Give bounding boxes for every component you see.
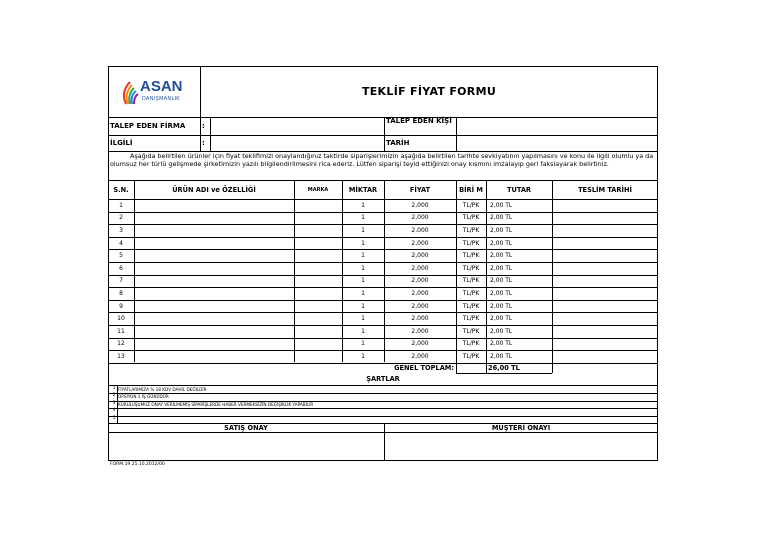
condition-text: OPSİYON 1 İŞ GÜNÜDÜR xyxy=(118,394,169,400)
condition-number: 1 xyxy=(112,386,116,391)
cell-urun[interactable] xyxy=(134,350,294,363)
cell-teslim[interactable] xyxy=(552,300,658,313)
cell-fiyat: 2,000 xyxy=(411,327,429,335)
col-header-urun: ÜRÜN ADI ve ÖZELLİĞİ xyxy=(172,185,256,194)
cell-fiyat: 2,000 xyxy=(411,239,429,247)
cell-miktar: 1 xyxy=(361,327,365,335)
cell-teslim[interactable] xyxy=(552,312,658,325)
cell-teslim[interactable] xyxy=(552,249,658,262)
cell-marka[interactable] xyxy=(294,199,342,212)
ilgili-field[interactable] xyxy=(211,136,383,150)
cell-fiyat: 2,000 xyxy=(411,226,429,234)
cell-miktar: 1 xyxy=(361,340,365,348)
cell-urun[interactable] xyxy=(134,237,294,250)
cell-urun[interactable] xyxy=(134,287,294,300)
condition-number: 2 xyxy=(112,393,116,399)
cell-marka[interactable] xyxy=(294,300,342,313)
cell-tutar: 2,00 TL xyxy=(490,264,513,272)
cell-urun[interactable] xyxy=(134,212,294,225)
cell-sn: 8 xyxy=(119,289,123,297)
cell-miktar: 1 xyxy=(361,315,365,323)
cell-sn: 7 xyxy=(119,277,123,285)
cell-fiyat: 2,000 xyxy=(411,289,429,297)
cell-tutar: 2,00 TL xyxy=(490,277,513,285)
cell-tutar: 2,00 TL xyxy=(490,327,513,335)
cell-urun[interactable] xyxy=(134,300,294,313)
colon-2: : xyxy=(202,139,205,147)
cell-miktar: 1 xyxy=(361,226,365,234)
cell-marka[interactable] xyxy=(294,262,342,275)
cell-miktar: 1 xyxy=(361,352,365,360)
cell-birim: TL/PK xyxy=(462,327,480,335)
cell-birim: TL/PK xyxy=(462,277,480,285)
col-header-tutar: TUTAR xyxy=(506,185,532,194)
cell-urun[interactable] xyxy=(134,199,294,212)
cell-teslim[interactable] xyxy=(552,325,658,338)
talep-eden-kisi-field[interactable] xyxy=(457,118,657,134)
cell-birim: TL/PK xyxy=(462,289,480,297)
cell-marka[interactable] xyxy=(294,350,342,363)
total-label: GENEL TOPLAM: xyxy=(394,364,454,372)
musteri-signature-box[interactable] xyxy=(385,433,657,460)
total-value: 26,00 TL xyxy=(488,364,520,372)
cell-urun[interactable] xyxy=(134,249,294,262)
page-title: TEKLİF FİYAT FORMU xyxy=(361,85,497,98)
cell-teslim[interactable] xyxy=(552,212,658,225)
cell-tutar: 2,00 TL xyxy=(490,226,513,234)
cell-teslim[interactable] xyxy=(552,338,658,351)
company-logo xyxy=(108,66,200,117)
cell-tutar: 2,00 TL xyxy=(490,252,513,260)
cell-marka[interactable] xyxy=(294,338,342,351)
condition-number: 4 xyxy=(112,408,116,414)
cell-birim: TL/PK xyxy=(462,302,480,310)
cell-sn: 5 xyxy=(119,252,123,260)
cell-sn: 3 xyxy=(119,226,123,234)
cell-urun[interactable] xyxy=(134,275,294,288)
col-header-teslim: TESLİM TARİHİ xyxy=(578,185,632,194)
cell-sn: 2 xyxy=(119,214,123,222)
cell-miktar: 1 xyxy=(361,302,365,310)
cell-birim: TL/PK xyxy=(462,340,480,348)
col-header-miktar: MİKTAR xyxy=(348,185,378,194)
cell-miktar: 1 xyxy=(361,214,365,222)
cell-urun[interactable] xyxy=(134,262,294,275)
cell-fiyat: 2,000 xyxy=(411,264,429,272)
cell-urun[interactable] xyxy=(134,338,294,351)
cell-urun[interactable] xyxy=(134,312,294,325)
form-code: FORM.19 25.10.2012/00 xyxy=(110,462,165,467)
cell-marka[interactable] xyxy=(294,212,342,225)
cell-marka[interactable] xyxy=(294,249,342,262)
cell-miktar: 1 xyxy=(361,252,365,260)
col-header-fiyat: FİYAT xyxy=(409,185,431,194)
logo-subtext: DANIŞMANLIK xyxy=(142,96,180,102)
cell-fiyat: 2,000 xyxy=(411,277,429,285)
cell-sn: 9 xyxy=(119,302,123,310)
cell-tutar: 2,00 TL xyxy=(490,214,513,222)
musteri-onay-label: MUŞTERİ ONAYI xyxy=(491,424,551,432)
cell-miktar: 1 xyxy=(361,201,365,209)
cell-tutar: 2,00 TL xyxy=(490,302,513,310)
cell-tutar: 2,00 TL xyxy=(490,289,513,297)
cell-tutar: 2,00 TL xyxy=(490,352,513,360)
cell-sn: 6 xyxy=(119,264,123,272)
condition-text: KURULUŞUMUZ ONAY VERİLMEMİŞ SİPARİŞLERDE HABER VERMEKSİZİN DEĞİŞİKLİK YAPABİLİR xyxy=(118,401,314,407)
cell-teslim[interactable] xyxy=(552,350,658,363)
cell-birim: TL/PK xyxy=(462,315,480,323)
cell-teslim[interactable] xyxy=(552,287,658,300)
logo-text: ASAN xyxy=(140,78,183,95)
colon-1: : xyxy=(202,122,205,130)
condition-number: 3 xyxy=(112,400,116,406)
cell-tutar: 2,00 TL xyxy=(490,340,513,348)
cell-birim: TL/PK xyxy=(462,239,480,247)
cell-fiyat: 2,000 xyxy=(411,340,429,348)
cell-marka[interactable] xyxy=(294,287,342,300)
cell-marka[interactable] xyxy=(294,325,342,338)
col-header-sn: S.N. xyxy=(113,185,129,194)
cell-fiyat: 2,000 xyxy=(411,352,429,360)
col-header-marka: MARKA xyxy=(307,186,329,193)
cell-marka[interactable] xyxy=(294,224,342,237)
talep-eden-kisi-label: TALEP EDEN KİŞİ xyxy=(386,117,452,125)
cell-tutar: 2,00 TL xyxy=(490,239,513,247)
cell-birim: TL/PK xyxy=(462,226,480,234)
cell-teslim[interactable] xyxy=(552,262,658,275)
cell-fiyat: 2,000 xyxy=(411,252,429,260)
cell-birim: TL/PK xyxy=(462,201,480,209)
cell-teslim[interactable] xyxy=(552,199,658,212)
talep-eden-firma-label: TALEP EDEN FİRMA xyxy=(110,122,186,130)
cell-birim: TL/PK xyxy=(462,352,480,360)
cell-urun[interactable] xyxy=(134,325,294,338)
cell-fiyat: 2,000 xyxy=(411,315,429,323)
cell-fiyat: 2,000 xyxy=(411,302,429,310)
tarih-label: TARİH xyxy=(386,139,410,147)
ilgili-label: İLGİLİ xyxy=(110,139,133,147)
cell-fiyat: 2,000 xyxy=(411,214,429,222)
cell-birim: TL/PK xyxy=(462,264,480,272)
intro-paragraph xyxy=(110,152,656,168)
intro-text: Aşağıda belirtilen ürünler için fiyat teklifimizi onaylandığınız taktirde siparişlerimizin aşağıda belirtilen tarihte sevkiyatının yapılmasını ve konu ile ilgili olumlu ya da olumsuz her türlü gelişmede şirketimizin yazılı bilgilendirilmesini rica ederiz. Lütfen siparişi teyid ettiğinizi onay kısmını imzalayıp geri fakslayarak belirtiniz. xyxy=(110,152,654,169)
cell-urun[interactable] xyxy=(134,224,294,237)
cell-marka[interactable] xyxy=(294,312,342,325)
condition-text: FİYATLARIMIZA % 18 KDV DAHİL DEĞİLDİR xyxy=(118,386,207,392)
cell-sn: 11 xyxy=(117,327,125,335)
cell-miktar: 1 xyxy=(361,264,365,272)
cell-teslim[interactable] xyxy=(552,237,658,250)
cell-miktar: 1 xyxy=(361,239,365,247)
cell-sn: 12 xyxy=(117,340,125,348)
cell-sn: 13 xyxy=(117,352,125,360)
cell-sn: 10 xyxy=(117,315,125,323)
cell-teslim[interactable] xyxy=(552,275,658,288)
conditions-title: ŞARTLAR xyxy=(366,375,400,383)
cell-teslim[interactable] xyxy=(552,224,658,237)
cell-fiyat: 2,000 xyxy=(411,201,429,209)
cell-miktar: 1 xyxy=(361,277,365,285)
satis-onay-label: SATIŞ ONAY xyxy=(224,424,268,432)
col-header-birim: BİRİ M xyxy=(459,185,483,194)
cell-miktar: 1 xyxy=(361,289,365,297)
cell-sn: 1 xyxy=(119,201,123,209)
condition-number: 5 xyxy=(112,415,116,421)
cell-marka[interactable] xyxy=(294,275,342,288)
talep-eden-firma-field[interactable] xyxy=(211,118,383,134)
cell-birim: TL/PK xyxy=(462,214,480,222)
cell-marka[interactable] xyxy=(294,237,342,250)
tarih-field[interactable] xyxy=(457,136,657,150)
cell-tutar: 2,00 TL xyxy=(490,315,513,323)
cell-tutar: 2,00 TL xyxy=(490,201,513,209)
cell-birim: TL/PK xyxy=(462,252,480,260)
cell-sn: 4 xyxy=(119,239,123,247)
satis-signature-box[interactable] xyxy=(109,433,383,460)
